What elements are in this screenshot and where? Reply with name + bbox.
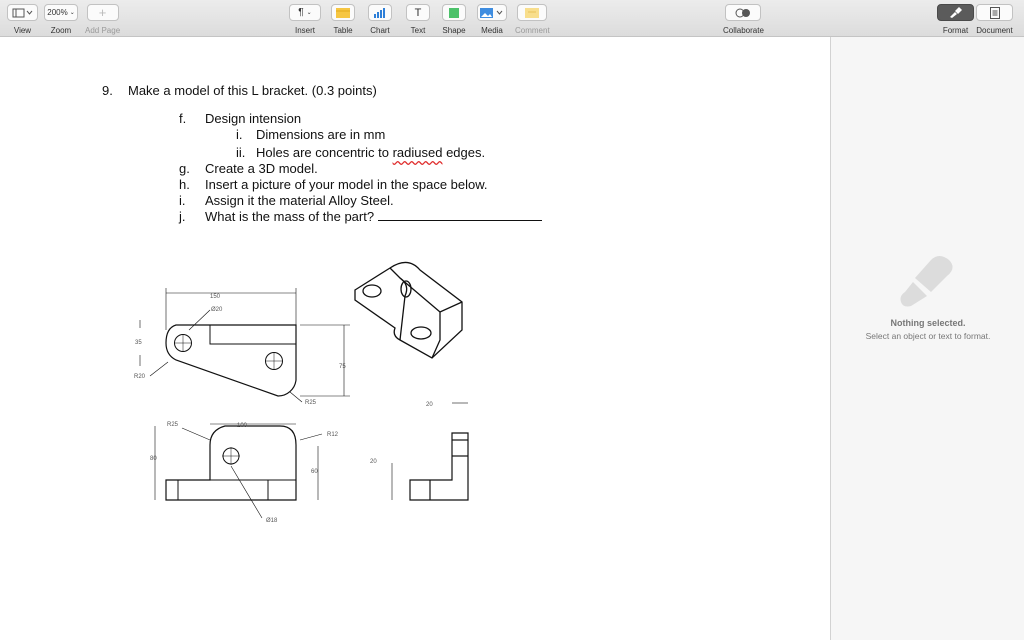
chart-button[interactable] <box>368 4 392 21</box>
bracket-drawing[interactable] <box>0 37 830 640</box>
dim-label: R12 <box>327 432 339 438</box>
dim-label: Ø20 <box>211 307 223 313</box>
item-marker: f. <box>179 111 187 126</box>
collaborate-label: Collaborate <box>723 26 764 35</box>
dim-label: R25 <box>167 422 179 428</box>
paintbrush-icon <box>893 242 963 312</box>
document-label: Document <box>976 26 1013 35</box>
document-canvas[interactable] <box>0 37 830 640</box>
format-sidebar <box>830 37 1024 640</box>
item-marker: ii. <box>236 145 246 160</box>
item-marker: i. <box>179 193 186 208</box>
item-text: Design intension <box>205 111 302 126</box>
view-button[interactable] <box>7 4 38 21</box>
dim-label: 60 <box>311 469 318 475</box>
add-page-label: Add Page <box>85 26 121 35</box>
dim-label: Ø18 <box>266 518 278 524</box>
document-control[interactable] <box>976 4 1013 35</box>
nothing-selected-subtitle: Select an object or text to format. <box>865 331 991 341</box>
chart-control[interactable] <box>368 4 392 35</box>
dim-label: R25 <box>305 400 317 406</box>
misspelled-word[interactable]: radiused <box>392 145 443 160</box>
chevron-down-icon: ⌄ <box>69 10 75 16</box>
side-view <box>392 403 468 500</box>
view-control[interactable] <box>7 4 38 35</box>
item-text: Insert a picture of your model in the space below. <box>205 177 488 192</box>
table-icon <box>336 8 350 18</box>
add-page-control[interactable] <box>85 4 120 35</box>
dim-label: 35 <box>135 340 142 346</box>
format-label: Format <box>942 26 969 35</box>
item-text-before: Holes are concentric to <box>256 145 393 160</box>
isometric-view <box>355 262 462 358</box>
shape-control[interactable] <box>442 4 466 35</box>
table-button[interactable] <box>331 4 355 21</box>
item-marker: h. <box>179 177 190 192</box>
media-control[interactable] <box>477 4 507 35</box>
dim-label: 100 <box>237 423 248 429</box>
add-page-button[interactable] <box>87 4 119 21</box>
dim-label: R20 <box>134 374 146 380</box>
insert-control[interactable] <box>289 4 321 35</box>
text-button[interactable] <box>406 4 430 21</box>
photo-icon <box>480 8 504 18</box>
comment-button[interactable] <box>517 4 547 21</box>
question-text: Make a model of this L bracket. (0.3 points) <box>128 83 377 98</box>
comment-control[interactable] <box>515 4 550 35</box>
question-number: 9. <box>102 83 113 98</box>
item-text: Assign it the material Alloy Steel. <box>205 193 394 208</box>
item-text-question: What is the mass of the part? <box>205 209 375 224</box>
chart-icon <box>373 8 387 18</box>
dim-label: 75 <box>339 364 346 370</box>
view-label: View <box>13 26 32 35</box>
dim-label: 80 <box>150 456 157 462</box>
item-marker: j. <box>179 209 186 224</box>
collaborate-button[interactable] <box>725 4 761 21</box>
shape-icon <box>448 8 460 18</box>
dimension-labels <box>134 294 433 524</box>
text-control[interactable] <box>406 4 430 35</box>
text-icon: T <box>414 6 422 19</box>
paragraph-icon: ¶ <box>298 7 304 18</box>
collaborate-control[interactable] <box>723 4 764 35</box>
collaborate-icon <box>734 8 752 18</box>
item-text-after: edges. <box>442 145 486 160</box>
sidebar-icon <box>12 8 34 18</box>
media-button[interactable] <box>477 4 507 21</box>
format-control[interactable] <box>937 4 974 35</box>
item-text: Create a 3D model. <box>205 161 318 176</box>
insert-label: Insert <box>294 26 315 35</box>
comment-label: Comment <box>515 26 550 35</box>
document-button[interactable] <box>976 4 1013 21</box>
dim-label: 150 <box>210 294 221 300</box>
item-marker: i. <box>236 127 243 142</box>
shape-button[interactable] <box>442 4 466 21</box>
format-button[interactable] <box>937 4 974 21</box>
zoom-label: Zoom <box>50 26 72 35</box>
dim-label: 20 <box>370 459 377 465</box>
table-control[interactable] <box>331 4 355 35</box>
zoom-control[interactable] <box>44 4 78 35</box>
item-text: Dimensions are in mm <box>256 127 386 142</box>
media-label: Media <box>481 26 503 35</box>
nothing-selected-title: Nothing selected. <box>890 318 966 328</box>
comment-icon <box>525 8 539 18</box>
zoom-value: 200% <box>47 8 68 17</box>
front-view <box>155 424 322 518</box>
shape-label: Shape <box>442 26 466 35</box>
chevron-down-icon: ⌄ <box>306 10 312 16</box>
chart-label: Chart <box>370 26 390 35</box>
zoom-select[interactable] <box>44 4 78 21</box>
plus-icon: + <box>98 5 107 20</box>
dim-label: 20 <box>426 402 433 408</box>
paintbrush-icon <box>949 7 963 18</box>
insert-button[interactable] <box>289 4 321 21</box>
table-label: Table <box>333 26 353 35</box>
item-marker: g. <box>179 161 190 176</box>
text-label: Text <box>410 26 426 35</box>
toolbar <box>0 0 1024 37</box>
document-icon <box>990 7 1000 19</box>
top-view <box>140 288 350 402</box>
